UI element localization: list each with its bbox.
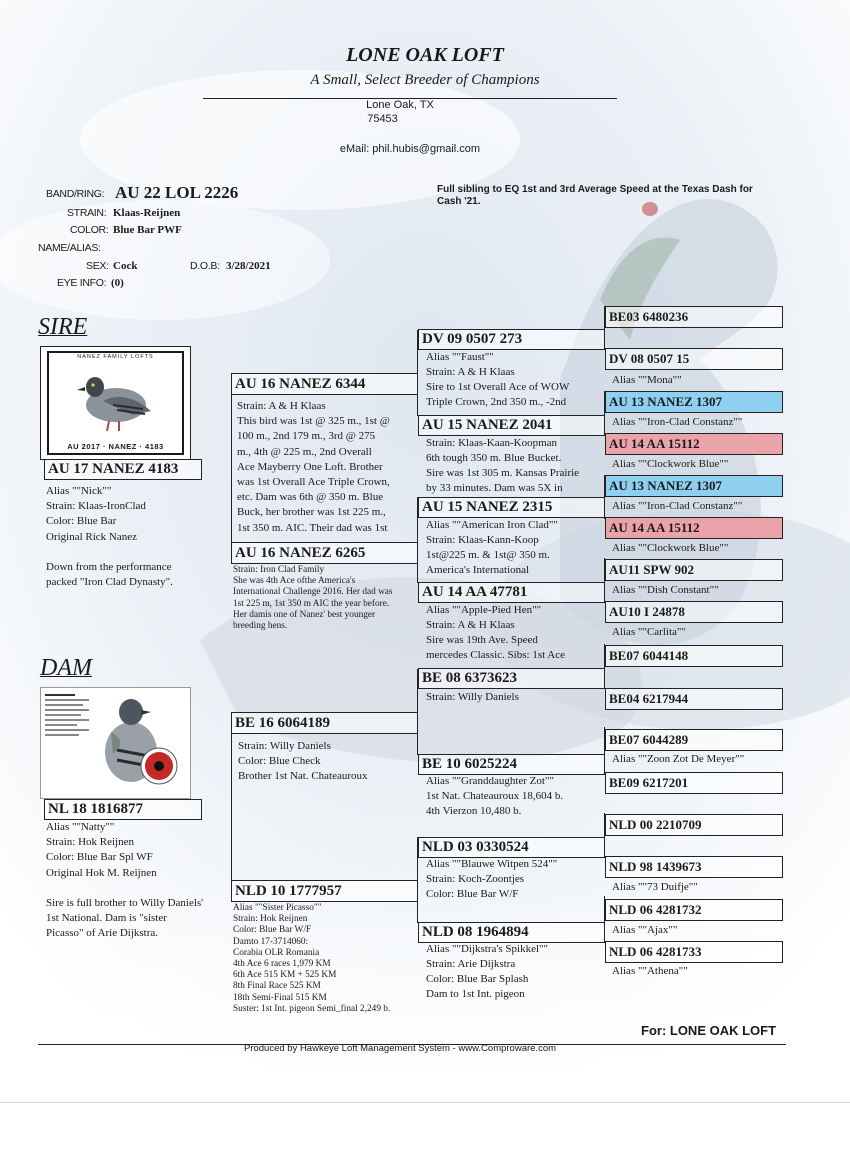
g4-box-7: AU11 SPW 902 [605,559,783,581]
color-label: COLOR: [70,224,109,236]
g3-box-2: AU 15 NANEZ 2041 [418,415,605,436]
g3-details-6: Alias ""Granddaughter Zot"" 1st Nat. Chateauroux 18,604 b. 4th Vierzon 10,480 b. [426,775,564,817]
g3-box-1: DV 09 0507 273 [418,329,605,350]
g3-details-5: Strain: Willy Daniels [426,691,519,703]
g4-alias-6: Alias ""Clockwork Blue"" [612,542,729,554]
g4-alias-16: Alias ""Athena"" [612,965,688,977]
sire-photo-brand: NANEZ FAMILY LOFTS [77,354,154,360]
g4-alias-3: Alias ""Iron-Clad Constanz"" [612,416,743,428]
dob-value: 3/28/2021 [226,260,271,272]
g4-alias-7: Alias ""Dish Constant"" [612,584,719,596]
g2-dam-sire-box: BE 16 6064189 [231,712,418,734]
connector-dam [231,713,232,896]
strain-label: STRAIN: [67,207,107,219]
g3-details-3: Alias ""American Iron Clad"" Strain: Klaas-Kann-Koop 1st@225 m. & 1st@ 350 m. America's International [426,519,558,576]
g2-sire-sire-details: Strain: A & H Klaas This bird was 1st @ 325 m., 1st @ 100 m., 2nd 179 m., 3rd @ 275 m., 4th @ 225 m., 2nd Overall Ace Mayberry One Loft. Brother was 1st Overall Ace Triple Crown, etc. Dam was 6th @ 350 m. Blue Buck, her brother was 1st 225 m., 1st 350 m. AIC. Their dad was 1st [237,400,390,534]
g3-box-7: NLD 03 0330524 [418,837,605,858]
g3-box-3: AU 15 NANEZ 2315 [418,497,605,518]
g4-box-2: DV 08 0507 15 [605,348,783,370]
sire-photo [40,346,191,460]
g4-alias-4: Alias ""Clockwork Blue"" [612,458,729,470]
zip-text: 75453 [367,113,398,125]
g2-sire-dam-box: AU 16 NANEZ 6265 [231,542,418,564]
g4-alias-5: Alias ""Iron-Clad Constanz"" [612,500,743,512]
g4-box-3: AU 13 NANEZ 1307 [605,391,783,413]
g4-alias-8: Alias ""Carlita"" [612,626,686,638]
dam-photo [40,687,191,799]
g2-sire-sire-box: AU 16 NANEZ 6344 [231,373,418,395]
g4-box-6: AU 14 AA 15112 [605,517,783,539]
sire-photo-band: AU 2017 · NANEZ · 4183 [67,442,164,451]
city-text: Lone Oak, TX [366,99,434,111]
dam-band-box: NL 18 1816877 [44,799,202,820]
g4-box-10: BE04 6217944 [605,688,783,710]
g4-box-14: NLD 98 1439673 [605,856,783,878]
strain-value: Klaas-Reijnen [113,207,181,219]
g4-box-1: BE03 6480236 [605,306,783,328]
g4-alias-11: Alias ""Zoon Zot De Meyer"" [612,753,745,765]
g2-dam-sire-details: Strain: Willy Daniels Color: Blue Check Brother 1st Nat. Chateauroux [238,740,368,783]
g3-details-7: Alias ""Blauwe Witpen 524"" Strain: Koch-Zoontjes Color: Blue Bar W/F [426,858,558,900]
g3-details-4: Alias ""Apple-Pied Hen"" Strain: A & H Klaas Sire was 19th Ave. Speed mercedes Classic. Sibs: 1st Ace [426,604,566,661]
sire-heading: SIRE [38,314,88,340]
email-text[interactable]: eMail: phil.hubis@gmail.com [339,143,481,155]
band-value: AU 22 LOL 2226 [115,183,239,202]
g4-alias-2: Alias ""Mona"" [612,374,682,386]
g4-box-5: AU 13 NANEZ 1307 [605,475,783,497]
g3-box-8: NLD 08 1964894 [418,922,605,943]
g4-alias-14: Alias ""73 Duifje"" [612,881,698,893]
g3-box-4: AU 14 AA 47781 [418,582,605,603]
pigeon-photo-icon [73,363,159,437]
g4-box-9: BE07 6044148 [605,645,783,667]
page-title: LONE OAK LOFT [346,44,504,66]
g4-alias-15: Alias ""Ajax"" [612,924,678,936]
g4-box-16: NLD 06 4281733 [605,941,783,963]
sex-label: SEX: [86,260,109,272]
g3-details-1: Alias ""Faust"" Strain: A & H Klaas Sire to 1st Overall Ace of WOW Triple Crown, 2nd 350 m., -2nd [426,351,570,408]
connector-sire [231,374,232,543]
dob-label: D.O.B: [190,260,220,272]
g3-details-2: Strain: Klaas-Kaan-Koopman 6th tough 350 m. Blue Bucket. Sire was 1st 305 m. Kansas Prairie by 33 minutes. Dam was 5X in [426,437,580,494]
dam-heading: DAM [40,655,92,681]
color-value: Blue Bar PWF [113,224,182,236]
g2-sire-dam-details: Strain: Iron Clad Family She was 4th Ace ofthe America's International Challenge 2016. Her dad was 1st 225 m, 1st 350 m AIC the year before. Her damis one of Nanez' best younger breeding hens. [233,565,393,632]
g4-box-4: AU 14 AA 15112 [605,433,783,455]
g3-details-8: Alias ""Dijkstra's Spikkel"" Strain: Arie Dijkstra Color: Blue Bar Splash Dam to 1st Int. pigeon [426,943,548,1000]
g3-box-5: BE 08 6373623 [418,668,605,689]
sire-details: Alias ""Nick"" Strain: Klaas-IronClad Color: Blue Bar Original Rick Nanez Down from the performance packed "Iron Clad Dynasty". [46,485,173,589]
dam-details: Alias ""Natty"" Strain: Hok Reijnen Color: Blue Bar Spl WF Original Hok M. Reijnen Sire is full brother to Willy Daniels' 1st National. Dam is "sister Picasso" of Arie Dijkstra. [46,821,204,940]
g3-box-6: BE 10 6025224 [418,754,605,775]
eye-value: (0) [111,277,124,289]
footer-produced: Produced by Hawkeye Loft Management System - www.Comproware.com [243,1043,557,1054]
g4-box-15: NLD 06 4281732 [605,899,783,921]
g4-box-12: BE09 6217201 [605,772,783,794]
g4-box-13: NLD 00 2210709 [605,814,783,836]
sex-value: Cock [113,260,138,272]
page-edge [0,1102,850,1103]
name-label: NAME/ALIAS: [38,242,101,254]
bird-note: Full sibling to EQ 1st and 3rd Average Speed at the Texas Dash for Cash '21. [437,184,753,207]
g2-dam-dam-details: Alias ""Sister Picasso"" Strain: Hok Reijnen Color: Blue Bar W/F Damto 17-3714060: Corabia OLR Romania 4th Ace 6 races 1,979 KM 6th Ace 515 KM + 525 KM 8th Final Race 525 KM 18th Semi-Final 515 KM Suster: 1st Int. pigeon Semi_final 2,249 b. [233,903,391,1014]
footer-owner: For: LONE OAK LOFT [641,1023,777,1038]
sire-band-box: AU 17 NANEZ 4183 [44,459,202,480]
g2-dam-dam-box: NLD 10 1777957 [231,880,418,902]
page-subtitle: A Small, Select Breeder of Champions [310,72,540,88]
band-label: BAND/RING: [46,188,105,200]
dam-pigeon-icon [91,692,187,792]
g4-box-8: AU10 I 24878 [605,601,783,623]
eye-label: EYE INFO: [57,277,107,289]
g4-box-11: BE07 6044289 [605,729,783,751]
